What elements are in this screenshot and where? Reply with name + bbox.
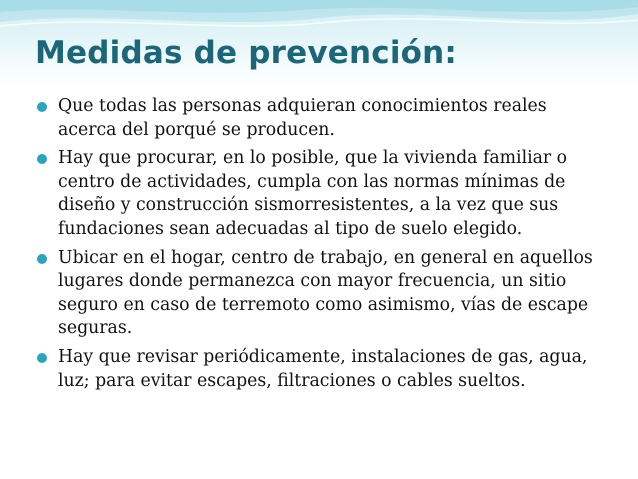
bullet-text: Ubicar en el hogar, centro de trabajo, en general en aquellos lugares donde permanezca con mayor frecuencia, un sitio seguro en caso de terremoto como asimismo, vías de escape seguras. — [58, 247, 593, 339]
bullet-dot-icon — [37, 154, 47, 164]
slide-title: Medidas de prevención: — [35, 35, 458, 71]
bullet-item — [37, 95, 607, 142]
bullet-text: Hay que procurar, en lo posible, que la vivienda familiar o centro de actividades, cumpla con las normas mínimas de diseño y construcción sismorresistentes, a la vez que sus fundaciones sean adecuadas al tipo de suelo elegido. — [58, 148, 568, 239]
bullet-text: Que todas las personas adquieran conocimientos reales acerca del porqué se producen. — [58, 96, 547, 140]
bullet-item — [37, 346, 607, 393]
bullet-item — [37, 147, 607, 241]
bullet-dot-icon — [37, 254, 47, 264]
bullet-item — [37, 247, 607, 341]
bullet-dot-icon — [37, 102, 47, 112]
bullet-text: Hay que revisar periódicamente, instalaciones de gas, agua, luz; para evitar escapes, filtraciones o cables sueltos. — [58, 346, 588, 391]
bullet-dot-icon — [37, 353, 47, 363]
bullet-list — [37, 95, 607, 398]
